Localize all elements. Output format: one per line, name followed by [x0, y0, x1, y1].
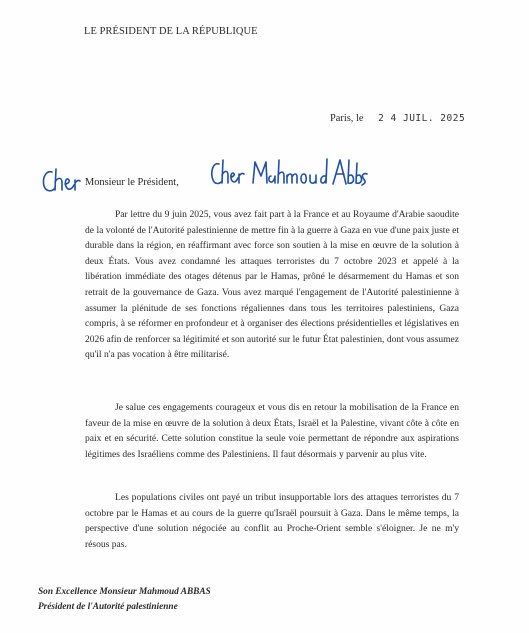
recipient-block — [38, 585, 211, 614]
letter-paragraph-3: Les populations civiles ont payé un tribut insupportable lors des attaques terroristes du 7 octobre par le Hamas et au cours de la guerre qu'Israël poursuit à Gaza. Dans le même temps, la perspective d'une solution négociée au conflit au Proche-Orient semble s'éloigner. Je ne m'y résous pas. — [85, 492, 459, 550]
handwritten-greeting — [209, 154, 369, 194]
handwriting-greeting-graphic — [209, 154, 369, 194]
dateline — [330, 113, 465, 124]
recipient-title: Président de l'Autorité palestinienne — [38, 601, 178, 612]
letterhead-title: LE PRÉSIDENT DE LA RÉPUBLIQUE — [84, 26, 258, 37]
date-stamp: 2 4 JUIL. 2025 — [378, 113, 466, 124]
handwritten-margin-annotation — [40, 166, 82, 196]
letter-paragraph-2: Je salue ces engagements courageux et vous dis en retour la mobilisation de la France en faveur de la mise en œuvre de la solution à deux États, Israël et la Palestine, vivant côte à côte en paix et en sécurité. Cette solution constitue la seule voie permettant de répondre aux aspirations légitimes des Israéliens comme des Palestiniens. Il faut désormais y parvenir au plus vite. — [85, 402, 459, 460]
letter-paragraph-1: Par lettre du 9 juin 2025, vous avez fait part à la France et au Royaume d'Arabie saoudite de la volonté de l'Autorité palestinienne de mettre fin à la guerre à Gaza en vue d'une paix juste et durable dans la région, en réaffirmant avec force son soutien à la mise en œuvre de la solution à deux États. Vous avez condamné les attaques terroristes du 7 octobre 2023 et appelé à la libération immédiate des otages détenus par le Hamas, prôné le désarmement du Hamas et son retrait de la gouvernance de Gaza. Vous avez marqué l'engagement de l'Autorité palestinienne à assumer la plénitude de ses fonctions régaliennes dans tous les territoires palestiniens, Gaza compris, à se réformer en profondeur et à organiser des élections présidentielles et législatives en 2026 afin de renforcer sa légitimité et son autorité sur le futur État palestinien, dont vous assumez qu'il n'a pas vocation à être militarisé. — [85, 209, 459, 361]
handwriting-cher-graphic — [40, 166, 82, 196]
dateline-place: Paris, le — [330, 113, 364, 124]
recipient-name: Son Excellence Monsieur Mahmoud ABBAS — [38, 587, 211, 597]
salutation: Monsieur le Président, — [85, 177, 179, 188]
